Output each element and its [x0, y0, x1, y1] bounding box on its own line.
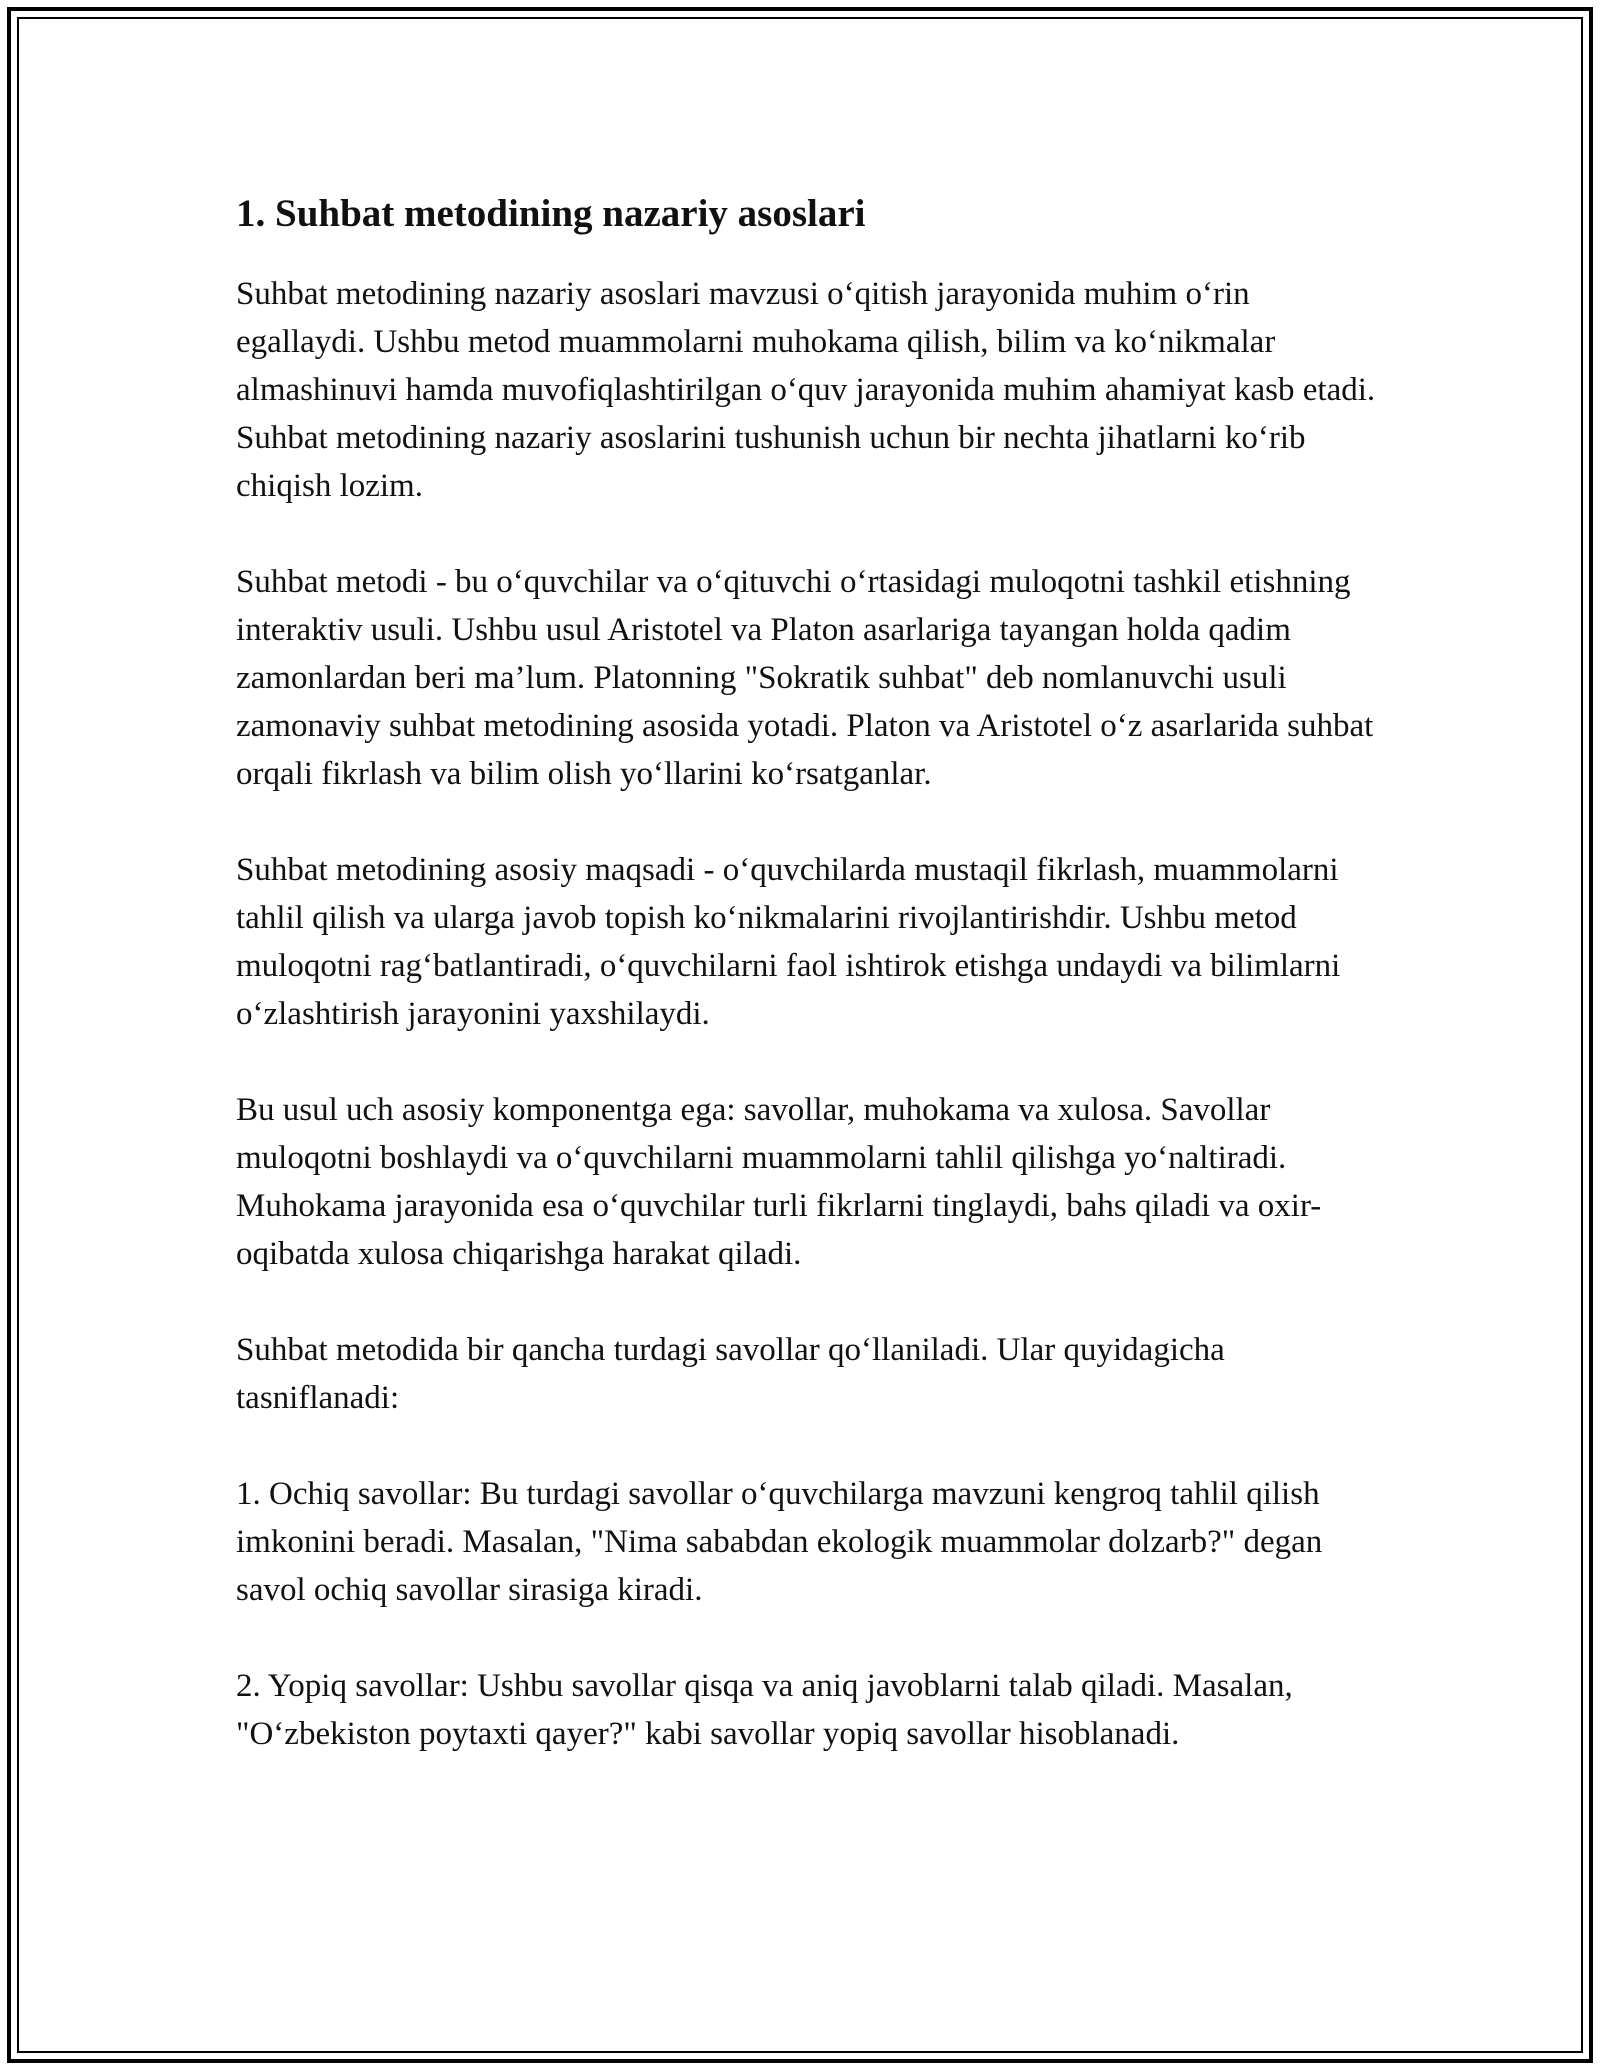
paragraph-intro: Suhbat metodining nazariy asoslari mavzusi o‘qitish jarayonida muhim o‘rin egallaydi. Ushbu metod muammolarni muhokama qilish, bilim va ko‘nikmalar almashinuvi hamda muvofiqlashtirilgan o‘quv jarayonida muhim ahamiyat kasb etadi. Suhbat metodining nazariy asoslarini tushunish uchun bir nechta jihatlarni ko‘rib chiqish lozim.: [236, 276, 1376, 504]
paragraph-question-types: Suhbat metodida bir qancha turdagi savollar qo‘llaniladi. Ular quyidagicha tasniflanadi:: [236, 1332, 1225, 1416]
paragraph-goal: Suhbat metodining asosiy maqsadi - o‘quvchilarda mustaqil fikrlash, muammolarni tahlil qilish va ularga javob topish ko‘nikmalarini rivojlantirishdir. Ushbu metod muloqotni rag‘batlantiradi, o‘quvchilarni faol ishtirok etishga undaydi va bilimlarni o‘zlashtirish jarayonini yaxshilaydi.: [236, 852, 1341, 1032]
paragraph-components: Bu usul uch asosiy komponentga ega: savollar, muhokama va xulosa. Savollar muloqotni boshlaydi va o‘quvchilarni muammolarni tahlil qilishga yo‘naltiradi. Muhokama jarayonida esa o‘quvchilar turli fikrlarni tinglaydi, bahs qiladi va oxir-oqibatda xulosa chiqarishga harakat qiladi.: [236, 1092, 1322, 1272]
document-body: [236, 186, 1386, 1806]
paragraph-definition: Suhbat metodi - bu o‘quvchilar va o‘qituvchi o‘rtasidagi muloqotni tashkil etishning interaktiv usuli. Ushbu usul Aristotel va Platon asarlariga tayangan holda qadim zamonlardan beri ma’lum. Platonning "Sokratik suhbat" deb nomlanuvchi usuli zamonaviy suhbat metodining asosida yotadi. Platon va Aristotel o‘z asarlarida suhbat orqali fikrlash va bilim olish yo‘llarini ko‘rsatganlar.: [236, 564, 1374, 792]
section-heading: 1. Suhbat metodining nazariy asoslari: [236, 192, 866, 235]
paragraph-open-questions: 1. Ochiq savollar: Bu turdagi savollar o‘quvchilarga mavzuni kengroq tahlil qilish imkonini beradi. Masalan, "Nima sababdan ekologik muammolar dolzarb?" degan savol ochiq savollar sirasiga kiradi.: [236, 1476, 1323, 1608]
paragraph-closed-questions: 2. Yopiq savollar: Ushbu savollar qisqa va aniq javoblarni talab qiladi. Masalan, "O‘zbekiston poytaxti qayer?" kabi savollar yopiq savollar hisoblanadi.: [236, 1668, 1293, 1752]
